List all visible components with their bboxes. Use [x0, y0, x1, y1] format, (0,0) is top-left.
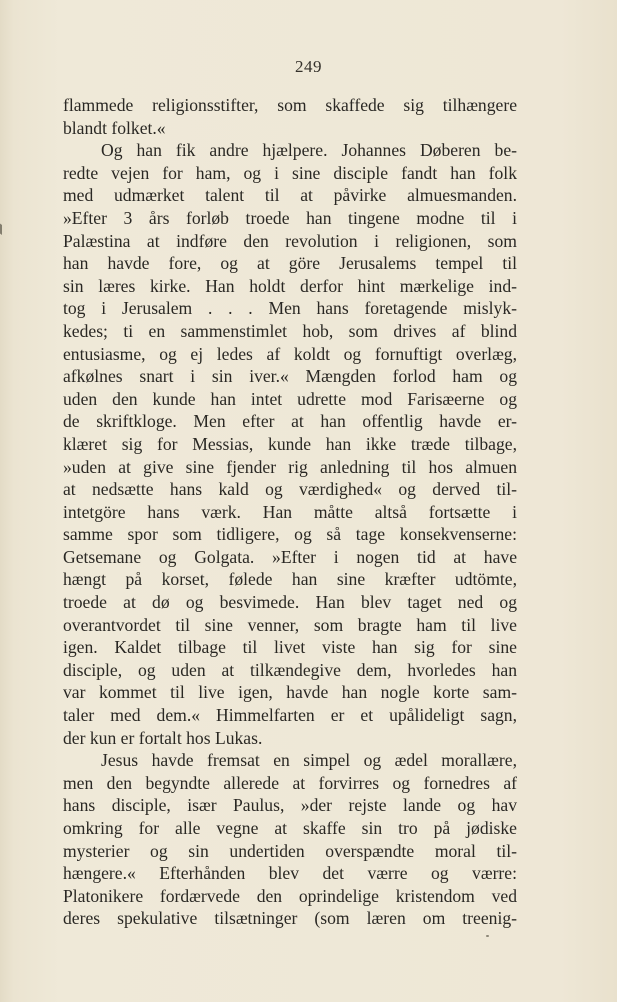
text-line: afkølnes snart i sin iver.« Mængden forlod ham og — [63, 366, 517, 387]
margin-mark — [0, 224, 7, 239]
text-line: troede at dø og besvimede. Han blev taget ned og — [63, 592, 517, 613]
text-line: var kommet til live igen, havde han nogle korte sam- — [63, 682, 517, 703]
text-line: Platonikere fordærvede den oprindelige kristendom ved — [63, 885, 517, 906]
paper-speck — [486, 935, 489, 937]
text-line: taler med dem.« Himmelfarten er et upålideligt sagn, — [63, 705, 517, 726]
text-line: blandt folket.« — [63, 117, 166, 138]
text-line: Jesus havde fremsat en simpel og ædel morallære, — [101, 750, 517, 771]
text-line: samme spor som tidligere, og så tage konsekvenserne: — [63, 524, 517, 545]
text-line: disciple, og uden at tilkændegive dem, hvorledes han — [63, 659, 517, 680]
text-line: men den begyndte allerede at forvirres og fornedres af — [63, 772, 517, 793]
text-line: entusiasme, og ej ledes af koldt og fornuftigt overlæg, — [63, 343, 517, 364]
text-line: uden den kunde han intet udrette mod Farisæerne og — [63, 388, 517, 409]
text-line: han havde fore, og at göre Jerusalems tempel til — [63, 253, 517, 274]
text-line: der kun er fortalt hos Lukas. — [63, 727, 263, 748]
text-line: hængt på korset, følede han sine kræfter udtömte, — [63, 569, 517, 590]
text-line: med udmærket talent til at påvirke almuesmanden. — [63, 185, 517, 206]
text-line: mysterier og sin undertiden overspændte moral til- — [63, 840, 517, 861]
text-line: redte vejen for ham, og i sine disciple fandt han folk — [63, 162, 517, 183]
text-line: »Efter 3 års forløb troede han tingene modne til i — [63, 207, 517, 228]
text-line: intetgöre hans værk. Han måtte altså fortsætte i — [63, 501, 517, 522]
text-line: omkring for alle vegne at skaffe sin tro på jødiske — [63, 818, 517, 838]
text-line: Palæstina at indføre den revolution i religionen, som — [63, 230, 517, 251]
body-text — [63, 94, 517, 930]
text-line: tog i Jerusalem . . . Men hans foretagende mislyk- — [63, 298, 517, 319]
text-line: flammede religionsstifter, som skaffede sig tilhængere — [63, 95, 517, 115]
text-line: hans disciple, især Paulus, »der rejste lande og hav — [63, 795, 517, 816]
page-number: 249 — [295, 57, 322, 76]
text-line: deres spekulative tilsætninger (som læren om treenig- — [63, 908, 517, 929]
text-line: »uden at give sine fjender rig anledning til hos almuen — [63, 456, 517, 477]
text-line: igen. Kaldet tilbage til livet viste han sig for sine — [63, 637, 517, 658]
text-line: overantvordet til sine venner, som bragte ham til live — [63, 614, 517, 635]
text-line: klæret sig for Messias, kunde han ikke træde tilbage, — [63, 433, 517, 454]
text-line: de skriftkloge. Men efter at han offentlig havde er- — [63, 411, 517, 432]
text-line: kedes; ti en sammenstimlet hob, som drives af blind — [63, 320, 517, 341]
text-line: at nedsætte hans kald og værdighed« og derved til- — [63, 479, 517, 500]
text-line: Og han fik andre hjælpere. Johannes Døberen be- — [101, 140, 517, 161]
text-line: hængere.« Efterhånden blev det værre og værre: — [63, 863, 517, 884]
text-line: sin læres kirke. Han holdt derfor hint mærkelige ind- — [63, 275, 517, 296]
text-line: Getsemane og Golgata. »Efter i nogen tid at have — [63, 546, 517, 567]
